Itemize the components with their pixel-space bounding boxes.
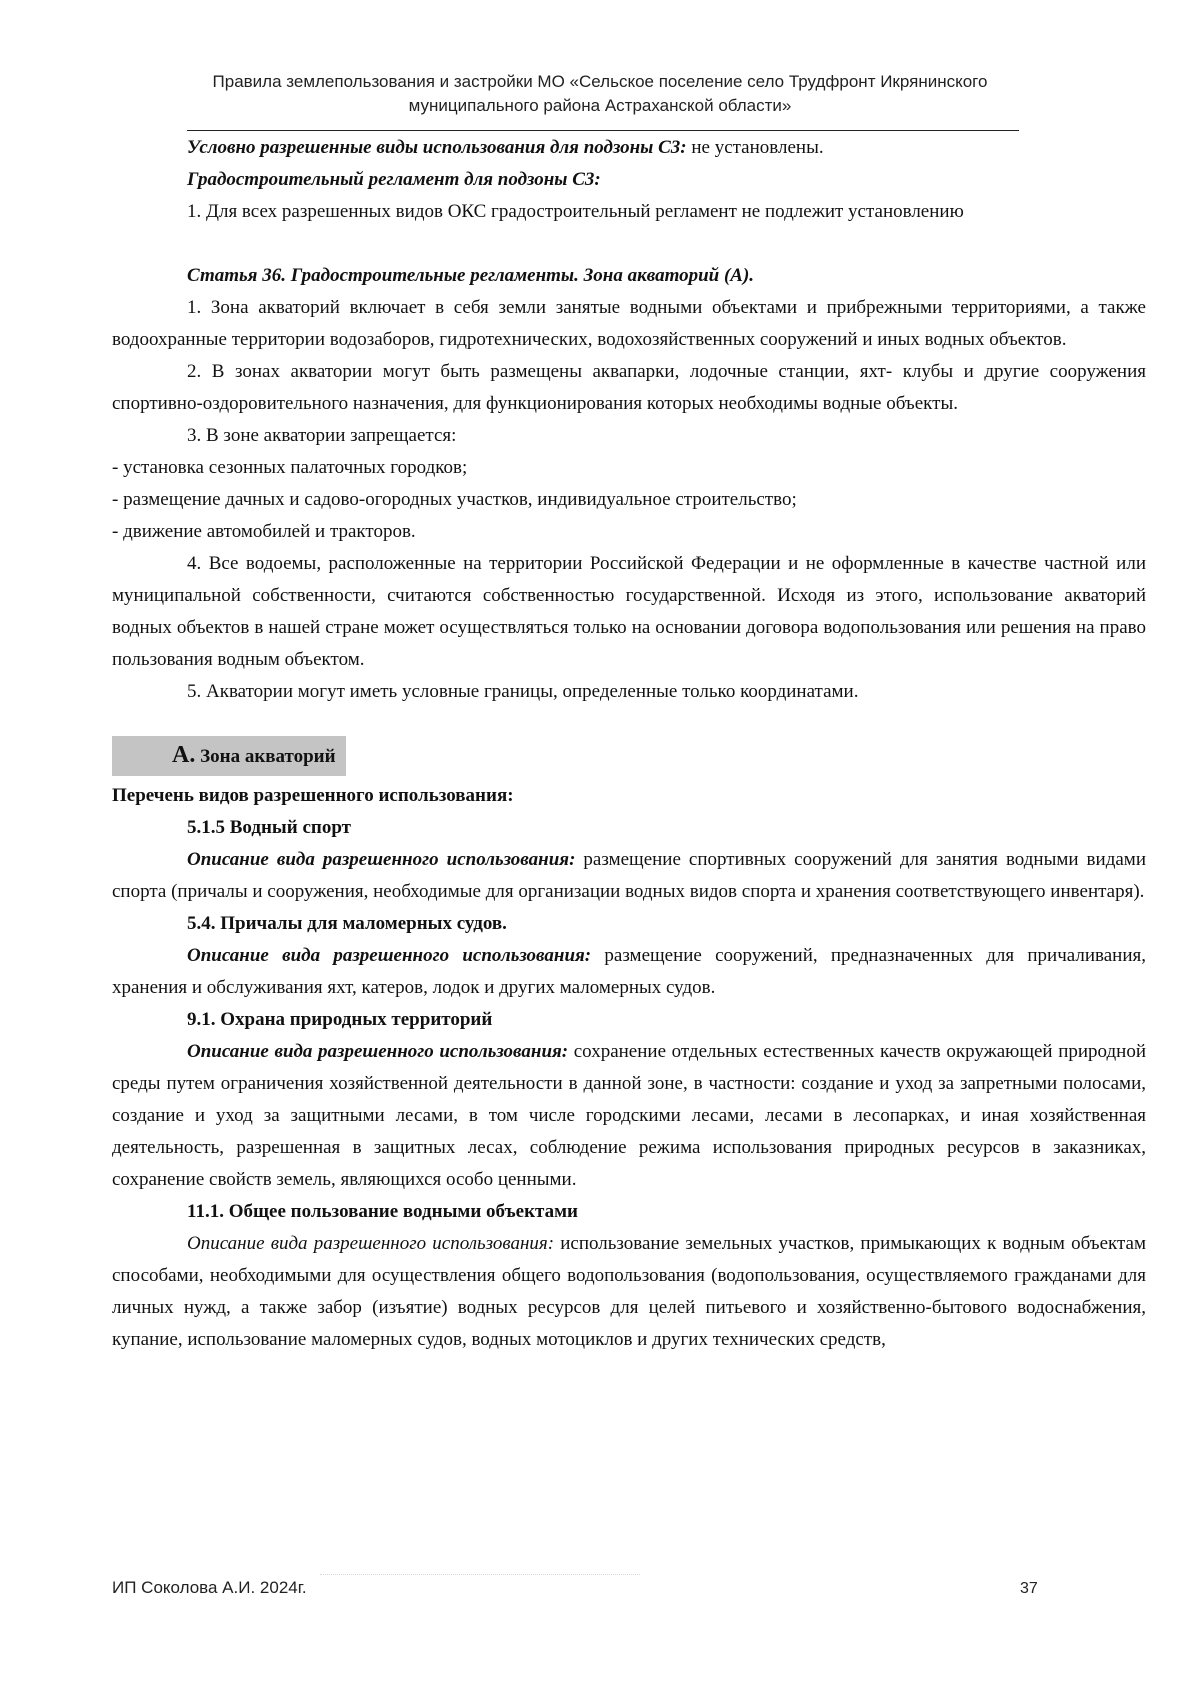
description-text: размещение спортивных сооружений для занятия водными видами спорта (причалы и сооружения, необходимые для организации водных видов спорта и хранения соответствующего инвентаря). [112, 849, 1146, 902]
prohibition-item: - размещение дачных и садово-огородных участков, индивидуальное строительство; [112, 489, 797, 510]
article-36-paragraph-3: 3. В зоне акватории запрещается: [187, 425, 457, 446]
description-text: использование земельных участков, примыкающих к водным объектам способами, необходимыми для осуществления общего водопользования (водопользования, осуществляемого гражданами для личных нужд, а также забор (изъятие) водных ресурсов для целей питьевого и хозяйственно-бытового водоснабжения, купание, использование маломерных судов, водных мотоциклов и других технических средств, [112, 1233, 1146, 1350]
description-label: Описание вида разрешенного использования: [187, 1041, 569, 1062]
description-text: размещение сооружений, предназначенных для причаливания, хранения и обслуживания яхт, катеров, лодок и других маломерных судов. [112, 945, 1146, 998]
description-label: Описание вида разрешенного использования: [187, 945, 592, 966]
use-item-description [112, 1036, 1146, 1196]
prohibition-item: - установка сезонных палаточных городков; [112, 457, 468, 478]
s3-conditional-value: не установлены. [686, 137, 824, 158]
s3-regulation-text: 1. Для всех разрешенных видов ОКС градостроительный регламент не подлежит установлению [187, 201, 964, 222]
zone-title-box [112, 736, 346, 776]
header-line-1: Правила землепользования и застройки МО «Сельское поселение село Трудфронт Икрянинского [212, 72, 988, 91]
description-label: Описание вида разрешенного использования: [187, 849, 576, 870]
prohibition-item: - движение автомобилей и тракторов. [112, 521, 416, 542]
description-label: Описание вида разрешенного использования: [187, 1233, 555, 1254]
footer-divider [320, 1574, 640, 1575]
article-36-paragraph-2: 2. В зонах акватории могут быть размещены аквапарки, лодочные станции, яхт- клубы и другие сооружения спортивно-оздоровительного назначения, для функционирования которых необходимы водные объекты. [112, 361, 1146, 414]
use-item-title: 5.4. Причалы для маломерных судов. [187, 913, 507, 934]
description-text: сохранение отдельных естественных качеств окружающей природной среды путем ограничения хозяйственной деятельности в данной зоне, в частности: создание и уход за запретными полосами, создание и уход за защитными лесами, в том числе городскими лесами, лесами в лесопарках, и иная хозяйственная деятельность, разрешенная в защитных лесах, соблюдение режима использования природных ресурсов в заказниках, сохранение свойств земель, являющихся особо ценными. [112, 1041, 1146, 1190]
article-36-paragraph-1: 1. Зона акваторий включает в себя земли занятые водными объектами и прибрежными территориями, а также водоохранные территории водозаборов, гидротехнических, водохозяйственных сооружений и иных водных объектов. [112, 297, 1146, 350]
s3-conditional-uses [112, 132, 1146, 164]
article-36-paragraph-4: 4. Все водоемы, расположенные на территории Российской Федерации и не оформленные в качестве частной или муниципальной собственности, считаются собственностью государственной. Исходя из этого, использование акваторий водных объектов в нашей стране может осуществляться только на основании договора водопользования или решения на право пользования водным объектом. [112, 553, 1146, 670]
footer-author: ИП Соколова А.И. 2024г. [112, 1578, 307, 1597]
use-item-title: 5.1.5 Водный спорт [187, 817, 351, 838]
article-36-paragraph-5: 5. Акватории могут иметь условные границы, определенные только координатами. [187, 681, 859, 702]
document-body [112, 132, 1146, 1356]
use-item-title: 11.1. Общее пользование водными объектами [187, 1201, 578, 1222]
use-item-description [112, 844, 1146, 908]
zone-letter: А. [172, 742, 196, 768]
spacer [112, 228, 1146, 260]
use-item-description [112, 1228, 1146, 1356]
page-header [150, 70, 1050, 118]
s3-regulation-heading: Градостроительный регламент для подзоны С3: [187, 169, 601, 190]
permitted-uses-heading: Перечень видов разрешенного использования: [112, 785, 514, 806]
s3-conditional-label: Условно разрешенные виды использования для подзоны С3: [187, 137, 687, 158]
use-item-title: 9.1. Охрана природных территорий [187, 1009, 493, 1030]
use-item-description [112, 940, 1146, 1004]
header-line-2: муниципального района Астраханской области» [408, 96, 792, 115]
header-divider [187, 130, 1019, 131]
page-number: 37 [1020, 1580, 1038, 1597]
zone-title: Зона акваторий [200, 746, 336, 767]
article-36-heading: Статья 36. Градостроительные регламенты. Зона акваторий (А). [187, 265, 755, 286]
spacer [112, 708, 1146, 734]
